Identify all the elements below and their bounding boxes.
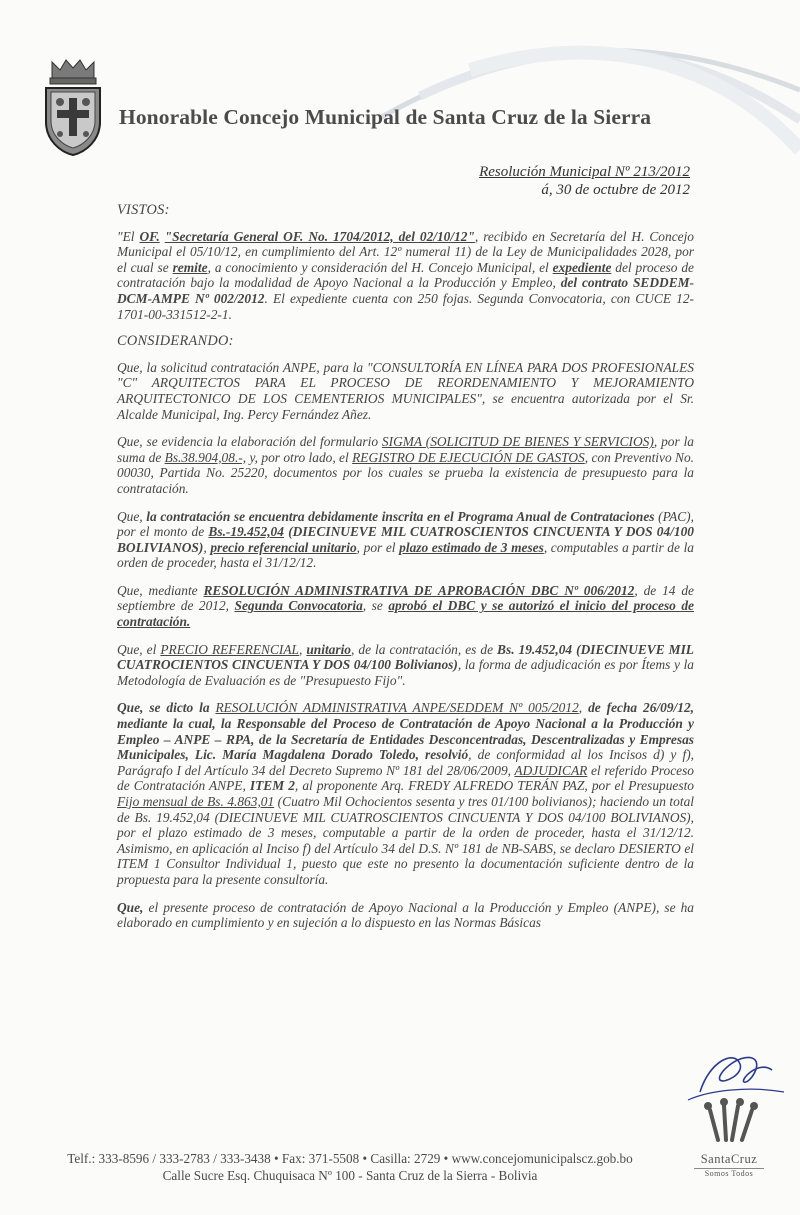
text-run: expediente: [552, 259, 612, 275]
text-run: Bs. 19.452,04 (DIECINUEVE MIL CUATROCIENTOS CINCUENTA Y DOS 04/100 Bolivianos): [117, 641, 694, 673]
text-run: del contrato SEDDEM-DCM-AMPE Nº 002/2012: [117, 275, 695, 306]
text-run: del proceso de contratación bajo la modalidad de Apoyo Nacional a la Producción y Empleo,: [117, 259, 694, 291]
considerando-paragraph-2: [117, 434, 694, 496]
text-run: "Secretaría General OF. No. 1704/2012, del 02/10/12": [164, 228, 475, 244]
text-run: (PAC), por el monto de: [117, 508, 694, 540]
text-run: , con Preventivo No. 00030, Partida No. 25220, documentos por los cuales se prueba la existencia de presupuesto para la contratación.: [117, 449, 694, 496]
text-run: Que, el: [117, 641, 161, 657]
brand-name: SantaCruz: [700, 1152, 758, 1166]
text-run: Que, mediante: [117, 582, 204, 598]
brand-tagline: Somos Todos: [694, 1168, 764, 1178]
text-run: precio referencial unitario: [210, 539, 357, 555]
text-run: el referido Proceso de Contratación ANPE,: [117, 762, 695, 794]
considerando-paragraph-6: [117, 700, 694, 887]
text-run: el presente proceso de contratación de Apoyo Nacional a la Producción y Empleo (ANPE), se ha elaborado en cumplimiento y en sujeción a lo dispuesto en las Normas Básicas: [117, 899, 694, 931]
text-run: , a conocimiento y consideración del H. Concejo Municipal, el: [207, 259, 553, 275]
vistos-paragraph: [117, 229, 694, 323]
text-run: Fijo mensual de Bs. 4.863,01: [117, 794, 275, 809]
text-run: PRECIO REFERENCIAL: [160, 641, 299, 657]
text-run: ,: [578, 700, 589, 716]
text-run: Que,: [117, 899, 144, 915]
santacruz-brand: [684, 1152, 774, 1178]
text-run: , se: [362, 598, 389, 614]
municipal-coat-of-arms: [42, 58, 104, 156]
considerando-paragraph-3: [117, 509, 694, 571]
text-run: RESOLUCIÓN ADMINISTRATIVA ANPE/SEDDEM Nº 005/2012: [215, 700, 579, 716]
text-run: , recibido en Secretaría del H. Concejo Municipal el 05/10/12, en cumplimiento del Art. 12º numeral 11) de la Ley de Municipalidades 2028, por el cual se: [117, 228, 695, 275]
text-run: de fecha 26/09/12, mediante la cual, la Responsable del Proceso de Contratación de Apoyo Nacional a la Producción y Empleo – ANPE – RPA, de la Secretaría de Entidades Desconcentradas, Descentralizadas y Empresas Municipales, Lic. María Magdalena Dorado Toledo, resolvió: [117, 700, 694, 763]
footer-address-line: Calle Sucre Esq. Chuquisaca Nº 100 - Santa Cruz de la Sierra - Bolivia: [162, 1168, 538, 1183]
text-run: ADJUDICAR: [514, 762, 588, 778]
text-run: Que,: [117, 508, 147, 524]
document-body: [117, 203, 694, 943]
text-run: REGISTRO DE EJECUCIÓN DE GASTOS: [352, 449, 585, 465]
resolution-block: [479, 163, 690, 199]
text-run: unitario: [306, 641, 352, 657]
footer-contact: [0, 1150, 700, 1184]
considerando-paragraph-5: [117, 642, 694, 689]
text-run: , la forma de adjudicación es por Ítems y la Metodología de Evaluación es de "Presupuesto Fijo".: [117, 657, 694, 688]
text-run: "El: [117, 228, 140, 244]
text-run: , de 14 de septiembre de 2012,: [117, 582, 695, 614]
footer-phone-line: Telf.: 333-8596 / 333-2783 / 333-3438 • Fax: 371-5508 • Casilla: 2729 • www.concejomunicipalscz.gob.bo: [67, 1151, 633, 1166]
text-run: y, por otro lado, el: [246, 449, 353, 465]
considerando-paragraph-7: [117, 900, 694, 931]
text-run: , al proponente Arq. FREDY ALFREDO TERÁN PAZ, por el Presupuesto: [294, 778, 694, 794]
text-run: ITEM 2: [249, 778, 295, 794]
text-run: (Cuatro Mil Ochocientos sesenta y tres 01/100 bolivianos); haciendo un total de Bs. 19.452,04 (DIECINUEVE MIL CUATROSCIENTOS CINCUENTA Y DOS 04/100 BOLIVIANOS), por el plazo estimado de 3 meses, computable a partir de la orden de proceder, hasta el 31/12/12. Asimismo, en aplicación al Inciso f) del Artículo 34 del D.S. Nº 181 de NB-SABS, se declaro DESIERTO el ITEM 1 Consultor Individual 1, puesto que este no presento la documentación suficiente dentro de la propuesta para la presente consultoría.: [117, 794, 694, 887]
considerando-paragraph-4: [117, 583, 694, 630]
text-run: Segunda Convocatoria: [234, 598, 363, 614]
text-run: , de la contratación, es de: [351, 641, 498, 657]
section-title-considerando: CONSIDERANDO:: [117, 333, 234, 350]
text-run: , de conformidad al los Incisos d) y f), Parágrafo I del Artículo 34 del Decreto Supremo Nº 181 del 28/06/2009,: [117, 747, 694, 778]
text-run: remite: [172, 259, 208, 275]
text-run: (DIECINUEVE MIL CUATROSCIENTOS CINCUENTA Y DOS 04/100 BOLIVIANOS): [117, 524, 694, 555]
text-run: plazo estimado de 3 meses: [399, 539, 544, 555]
text-run: aprobó el DBC y se autorizó el inicio del proceso de contratación.: [117, 598, 694, 630]
resolution-date: á, 30 de octubre de 2012: [541, 182, 690, 198]
section-title-vistos: VISTOS:: [117, 202, 170, 218]
text-run: , por el: [356, 539, 400, 555]
text-run: . El expediente cuenta con 250 fojas. Segunda Convocatoria, con CUCE 12-1701-00-331512-2-1.: [117, 290, 694, 322]
text-run: Que, se evidencia la elaboración del formulario: [117, 434, 382, 450]
text-run: ,: [298, 641, 307, 657]
text-run: Bs.38.904,08.-,: [164, 449, 247, 465]
text-run: la contratación se encuentra debidamente inscrita en el Programa Anual de Contrataciones: [146, 508, 655, 524]
text-run: RESOLUCIÓN ADMINISTRATIVA DE APROBACIÓN DBC Nº 006/2012: [203, 582, 635, 598]
text-run: , por la suma de: [117, 434, 694, 465]
text-run: Que, se dicto la: [117, 700, 216, 716]
text-run: Bs.-19.452,04: [208, 524, 284, 540]
considerando-paragraph-1: Que, la solicitud contratación ANPE, para la "CONSULTORÍA EN LÍNEA PARA DOS PROFESIONALES "C" ARQUITECTOS PARA EL PROCESO DE REORDENAMIENTO Y MEJORAMIENTO ARQUITECTONICO DE LOS CEMENTERIOS MUNICIPALES", se encuentra autorizada por el Sr. Alcalde Municipal, Ing. Percy Fernández Añez.: [117, 359, 694, 422]
text-run: , computables a partir de la orden de proceder, hasta el 31/12/12.: [117, 539, 694, 571]
council-name: Honorable Concejo Municipal de Santa Cruz de la Sierra: [119, 105, 652, 129]
text-run: ,: [203, 539, 211, 555]
text-run: OF.: [139, 228, 160, 244]
text-run: SIGMA (SOLICITUD DE BIENES Y SERVICIOS): [381, 434, 654, 450]
resolution-number: Resolución Municipal Nº 213/2012: [479, 164, 690, 180]
